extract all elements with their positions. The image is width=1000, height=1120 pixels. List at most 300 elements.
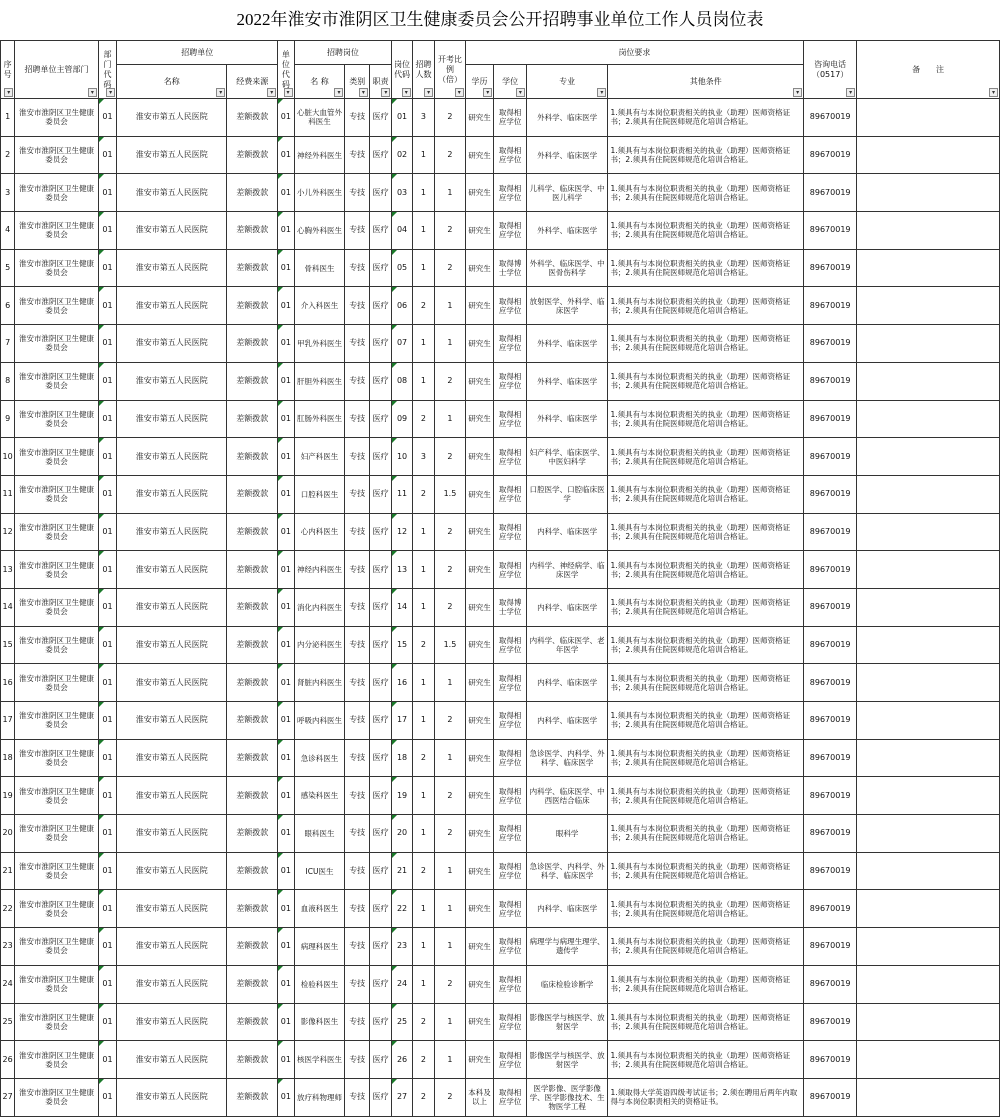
cell-post-name: 口腔科医生 xyxy=(294,475,345,513)
cell-dept-code: 01 xyxy=(98,513,116,551)
cell-marker-icon xyxy=(278,702,283,707)
cell-degree: 取得相应学位 xyxy=(494,1078,527,1116)
cell-unit-code: 01 xyxy=(278,702,294,740)
cell-category: 专技 xyxy=(345,1003,369,1041)
cell-marker-icon xyxy=(99,589,104,594)
cell-remark xyxy=(857,777,1000,815)
cell-category: 专技 xyxy=(345,136,369,174)
table-row xyxy=(1,475,1000,513)
cell-dept-code: 01 xyxy=(98,136,116,174)
cell-ratio: 2 xyxy=(435,136,466,174)
cell-post-code: 05 xyxy=(392,249,412,287)
cell-category: 专技 xyxy=(345,777,369,815)
cell-marker-icon xyxy=(99,363,104,368)
cell-marker-icon xyxy=(278,476,283,481)
cell-duty: 医疗 xyxy=(369,287,391,325)
filter-dropdown-icon[interactable]: ▾ xyxy=(989,88,998,97)
cell-dept: 淮安市淮阴区卫生健康委员会 xyxy=(15,400,99,438)
cell-marker-icon xyxy=(99,740,104,745)
table-row xyxy=(1,362,1000,400)
cell-ratio: 2 xyxy=(435,249,466,287)
cell-unit-code: 01 xyxy=(278,1078,294,1116)
cell-funding: 差额拨款 xyxy=(227,438,278,476)
cell-remark xyxy=(857,1041,1000,1079)
cell-marker-icon xyxy=(278,815,283,820)
cell-unit-code: 01 xyxy=(278,664,294,702)
cell-marker-icon xyxy=(99,325,104,330)
cell-edu: 研究生 xyxy=(465,325,494,363)
cell-phone: 89670019 xyxy=(804,702,857,740)
cell-post-name: 消化内科医生 xyxy=(294,588,345,626)
cell-funding: 差额拨款 xyxy=(227,551,278,589)
cell-unit-name: 淮安市第五人民医院 xyxy=(117,438,227,476)
filter-dropdown-icon[interactable]: ▾ xyxy=(516,88,525,97)
cell-other: 1.须取得大学英语四级考试证书；2.须在聘用后两年内取得与本岗位职责相关的资格证书。 xyxy=(608,1078,804,1116)
cell-edu: 研究生 xyxy=(465,513,494,551)
cell-post-code: 25 xyxy=(392,1003,412,1041)
filter-dropdown-icon[interactable]: ▾ xyxy=(334,88,343,97)
cell-major: 内科学、临床医学 xyxy=(526,664,608,702)
cell-edu: 研究生 xyxy=(465,400,494,438)
cell-edu: 研究生 xyxy=(465,249,494,287)
cell-major: 口腔医学、口腔临床医学 xyxy=(526,475,608,513)
cell-seq: 17 xyxy=(1,702,15,740)
cell-category: 专技 xyxy=(345,400,369,438)
cell-major: 内科学、神经病学、临床医学 xyxy=(526,551,608,589)
cell-degree: 取得博士学位 xyxy=(494,588,527,626)
cell-funding: 差额拨款 xyxy=(227,852,278,890)
cell-post-code: 09 xyxy=(392,400,412,438)
cell-other: 1.须具有与本岗位职责相关的执业（助理）医师资格证书；2.须具有住院医师规范化培训合格证。 xyxy=(608,287,804,325)
cell-dept-code: 01 xyxy=(98,965,116,1003)
cell-dept-code: 01 xyxy=(98,174,116,212)
cell-count: 1 xyxy=(412,325,434,363)
cell-major: 内科学、临床医学 xyxy=(526,513,608,551)
cell-post-name: 呼吸内科医生 xyxy=(294,702,345,740)
cell-marker-icon xyxy=(392,966,397,971)
cell-category: 专技 xyxy=(345,1041,369,1079)
cell-duty: 医疗 xyxy=(369,325,391,363)
cell-post-code: 06 xyxy=(392,287,412,325)
cell-dept: 淮安市淮阴区卫生健康委员会 xyxy=(15,362,99,400)
cell-edu: 研究生 xyxy=(465,551,494,589)
cell-marker-icon xyxy=(278,966,283,971)
cell-dept: 淮安市淮阴区卫生健康委员会 xyxy=(15,815,99,853)
cell-degree: 取得相应学位 xyxy=(494,212,527,250)
cell-phone: 89670019 xyxy=(804,1078,857,1116)
cell-post-code: 23 xyxy=(392,928,412,966)
cell-count: 2 xyxy=(412,739,434,777)
header-degree: 学位 ▾ xyxy=(494,65,527,99)
cell-remark xyxy=(857,400,1000,438)
cell-marker-icon xyxy=(278,551,283,556)
cell-dept: 淮安市淮阴区卫生健康委员会 xyxy=(15,438,99,476)
cell-marker-icon xyxy=(278,99,283,104)
cell-marker-icon xyxy=(278,174,283,179)
cell-funding: 差额拨款 xyxy=(227,588,278,626)
cell-phone: 89670019 xyxy=(804,136,857,174)
cell-duty: 医疗 xyxy=(369,626,391,664)
cell-unit-code: 01 xyxy=(278,475,294,513)
cell-other: 1.须具有与本岗位职责相关的执业（助理）医师资格证书；2.须具有住院医师规范化培训合格证。 xyxy=(608,815,804,853)
cell-ratio: 2 xyxy=(435,777,466,815)
filter-dropdown-icon[interactable]: ▾ xyxy=(846,88,855,97)
cell-seq: 2 xyxy=(1,136,15,174)
cell-funding: 差额拨款 xyxy=(227,965,278,1003)
cell-post-name: 核医学科医生 xyxy=(294,1041,345,1079)
cell-marker-icon xyxy=(392,815,397,820)
cell-degree: 取得相应学位 xyxy=(494,1041,527,1079)
cell-major: 儿科学、临床医学、中医儿科学 xyxy=(526,174,608,212)
cell-duty: 医疗 xyxy=(369,400,391,438)
cell-funding: 差额拨款 xyxy=(227,174,278,212)
cell-major: 外科学、临床医学 xyxy=(526,212,608,250)
cell-degree: 取得相应学位 xyxy=(494,852,527,890)
header-post-name: 名 称 ▾ xyxy=(294,65,345,99)
cell-ratio: 2 xyxy=(435,362,466,400)
cell-phone: 89670019 xyxy=(804,777,857,815)
cell-remark xyxy=(857,588,1000,626)
cell-major: 外科学、临床医学 xyxy=(526,136,608,174)
cell-degree: 取得相应学位 xyxy=(494,400,527,438)
cell-unit-code: 01 xyxy=(278,513,294,551)
cell-dept-code: 01 xyxy=(98,249,116,287)
cell-unit-name: 淮安市第五人民医院 xyxy=(117,702,227,740)
filter-dropdown-icon[interactable]: ▾ xyxy=(88,88,97,97)
cell-category: 专技 xyxy=(345,852,369,890)
filter-dropdown-icon[interactable]: ▾ xyxy=(284,88,293,97)
cell-other: 1.须具有与本岗位职责相关的执业（助理）医师资格证书；2.须具有住院医师规范化培训合格证。 xyxy=(608,626,804,664)
cell-count: 1 xyxy=(412,362,434,400)
cell-count: 1 xyxy=(412,249,434,287)
cell-unit-code: 01 xyxy=(278,136,294,174)
cell-duty: 医疗 xyxy=(369,1003,391,1041)
filter-dropdown-icon[interactable]: ▾ xyxy=(793,88,802,97)
cell-category: 专技 xyxy=(345,702,369,740)
cell-remark xyxy=(857,475,1000,513)
cell-post-name: 肾脏内科医生 xyxy=(294,664,345,702)
table-row xyxy=(1,1041,1000,1079)
cell-phone: 89670019 xyxy=(804,551,857,589)
cell-category: 专技 xyxy=(345,551,369,589)
header-duty: 职责 ▾ xyxy=(369,65,391,99)
cell-category: 专技 xyxy=(345,815,369,853)
cell-marker-icon xyxy=(392,853,397,858)
filter-dropdown-icon[interactable]: ▾ xyxy=(216,88,225,97)
cell-seq: 13 xyxy=(1,551,15,589)
cell-marker-icon xyxy=(392,589,397,594)
cell-unit-name: 淮安市第五人民医院 xyxy=(117,890,227,928)
cell-funding: 差额拨款 xyxy=(227,626,278,664)
cell-ratio: 1 xyxy=(435,852,466,890)
cell-dept: 淮安市淮阴区卫生健康委员会 xyxy=(15,588,99,626)
table-row xyxy=(1,249,1000,287)
cell-phone: 89670019 xyxy=(804,815,857,853)
cell-category: 专技 xyxy=(345,287,369,325)
cell-major: 外科学、临床医学 xyxy=(526,400,608,438)
cell-seq: 8 xyxy=(1,362,15,400)
cell-degree: 取得相应学位 xyxy=(494,777,527,815)
cell-marker-icon xyxy=(99,137,104,142)
cell-degree: 取得相应学位 xyxy=(494,702,527,740)
cell-post-name: 肛肠外科医生 xyxy=(294,400,345,438)
cell-duty: 医疗 xyxy=(369,588,391,626)
cell-funding: 差额拨款 xyxy=(227,513,278,551)
cell-post-code: 21 xyxy=(392,852,412,890)
cell-ratio: 2 xyxy=(435,965,466,1003)
cell-dept: 淮安市淮阴区卫生健康委员会 xyxy=(15,325,99,363)
cell-phone: 89670019 xyxy=(804,1041,857,1079)
header-count: 招聘人数 ▾ xyxy=(412,41,434,99)
cell-marker-icon xyxy=(278,740,283,745)
cell-seq: 16 xyxy=(1,664,15,702)
header-edu: 学历 ▾ xyxy=(465,65,494,99)
cell-major: 外科学、临床医学、中医骨伤科学 xyxy=(526,249,608,287)
cell-remark xyxy=(857,1078,1000,1116)
cell-remark xyxy=(857,513,1000,551)
table-row xyxy=(1,551,1000,589)
cell-funding: 差额拨款 xyxy=(227,99,278,137)
cell-marker-icon xyxy=(278,363,283,368)
cell-post-code: 17 xyxy=(392,702,412,740)
cell-post-name: 神经外科医生 xyxy=(294,136,345,174)
cell-category: 专技 xyxy=(345,1078,369,1116)
table-row xyxy=(1,400,1000,438)
filter-dropdown-icon[interactable]: ▾ xyxy=(483,88,492,97)
cell-post-code: 16 xyxy=(392,664,412,702)
cell-unit-name: 淮安市第五人民医院 xyxy=(117,287,227,325)
cell-marker-icon xyxy=(392,664,397,669)
cell-dept: 淮安市淮阴区卫生健康委员会 xyxy=(15,664,99,702)
cell-seq: 5 xyxy=(1,249,15,287)
cell-post-name: 眼科医生 xyxy=(294,815,345,853)
header-major: 专业 ▾ xyxy=(526,65,608,99)
cell-dept: 淮安市淮阴区卫生健康委员会 xyxy=(15,928,99,966)
cell-dept-code: 01 xyxy=(98,664,116,702)
cell-marker-icon xyxy=(392,1004,397,1009)
cell-ratio: 1 xyxy=(435,287,466,325)
cell-count: 1 xyxy=(412,777,434,815)
cell-phone: 89670019 xyxy=(804,249,857,287)
cell-phone: 89670019 xyxy=(804,287,857,325)
cell-post-code: 04 xyxy=(392,212,412,250)
cell-dept-code: 01 xyxy=(98,702,116,740)
header-funding: 经费来源 ▾ xyxy=(227,65,278,99)
cell-dept-code: 01 xyxy=(98,99,116,137)
cell-seq: 7 xyxy=(1,325,15,363)
cell-other: 1.须具有与本岗位职责相关的执业（助理）医师资格证书；2.须具有住院医师规范化培训合格证。 xyxy=(608,249,804,287)
cell-marker-icon xyxy=(99,966,104,971)
cell-phone: 89670019 xyxy=(804,438,857,476)
cell-count: 2 xyxy=(412,1003,434,1041)
cell-other: 1.须具有与本岗位职责相关的执业（助理）医师资格证书；2.须具有住院医师规范化培训合格证。 xyxy=(608,928,804,966)
cell-marker-icon xyxy=(392,627,397,632)
cell-marker-icon xyxy=(99,401,104,406)
table-row xyxy=(1,890,1000,928)
cell-seq: 3 xyxy=(1,174,15,212)
cell-ratio: 2 xyxy=(435,513,466,551)
cell-post-name: 内分泌科医生 xyxy=(294,626,345,664)
filter-dropdown-icon[interactable]: ▾ xyxy=(424,88,433,97)
cell-dept: 淮安市淮阴区卫生健康委员会 xyxy=(15,287,99,325)
table-row xyxy=(1,739,1000,777)
cell-dept-code: 01 xyxy=(98,777,116,815)
cell-seq: 10 xyxy=(1,438,15,476)
cell-category: 专技 xyxy=(345,212,369,250)
cell-other: 1.须具有与本岗位职责相关的执业（助理）医师资格证书；2.须具有住院医师规范化培训合格证。 xyxy=(608,362,804,400)
cell-duty: 医疗 xyxy=(369,1041,391,1079)
cell-dept-code: 01 xyxy=(98,890,116,928)
cell-seq: 6 xyxy=(1,287,15,325)
cell-marker-icon xyxy=(392,174,397,179)
cell-marker-icon xyxy=(392,325,397,330)
cell-category: 专技 xyxy=(345,965,369,1003)
cell-marker-icon xyxy=(392,137,397,142)
cell-marker-icon xyxy=(392,250,397,255)
cell-post-code: 03 xyxy=(392,174,412,212)
cell-marker-icon xyxy=(99,514,104,519)
cell-other: 1.须具有与本岗位职责相关的执业（助理）医师资格证书；2.须具有住院医师规范化培训合格证。 xyxy=(608,212,804,250)
cell-marker-icon xyxy=(278,627,283,632)
filter-dropdown-icon[interactable]: ▾ xyxy=(381,88,390,97)
cell-post-code: 01 xyxy=(392,99,412,137)
cell-count: 1 xyxy=(412,815,434,853)
cell-post-name: 介入科医生 xyxy=(294,287,345,325)
cell-marker-icon xyxy=(392,438,397,443)
cell-marker-icon xyxy=(99,99,104,104)
cell-unit-code: 01 xyxy=(278,212,294,250)
cell-unit-code: 01 xyxy=(278,890,294,928)
table-row xyxy=(1,287,1000,325)
cell-edu: 研究生 xyxy=(465,362,494,400)
cell-other: 1.须具有与本岗位职责相关的执业（助理）医师资格证书；2.须具有住院医师规范化培训合格证。 xyxy=(608,325,804,363)
cell-other: 1.须具有与本岗位职责相关的执业（助理）医师资格证书；2.须具有住院医师规范化培训合格证。 xyxy=(608,99,804,137)
cell-dept-code: 01 xyxy=(98,212,116,250)
cell-degree: 取得相应学位 xyxy=(494,287,527,325)
cell-ratio: 1 xyxy=(435,1003,466,1041)
cell-unit-name: 淮安市第五人民医院 xyxy=(117,815,227,853)
cell-remark xyxy=(857,287,1000,325)
cell-dept: 淮安市淮阴区卫生健康委员会 xyxy=(15,890,99,928)
cell-edu: 研究生 xyxy=(465,136,494,174)
cell-funding: 差额拨款 xyxy=(227,890,278,928)
cell-major: 妇产科学、临床医学、中医妇科学 xyxy=(526,438,608,476)
cell-post-name: 放疗科物理师 xyxy=(294,1078,345,1116)
cell-post-name: 急诊科医生 xyxy=(294,739,345,777)
cell-count: 1 xyxy=(412,664,434,702)
cell-count: 1 xyxy=(412,588,434,626)
page-title: 2022年淮安市淮阴区卫生健康委员会公开招聘事业单位工作人员岗位表 xyxy=(236,10,764,29)
cell-duty: 医疗 xyxy=(369,664,391,702)
header-post: 招聘岗位 xyxy=(294,41,392,65)
cell-post-name: ICU医生 xyxy=(294,852,345,890)
cell-unit-code: 01 xyxy=(278,777,294,815)
recruitment-table xyxy=(0,40,1000,1117)
cell-marker-icon xyxy=(99,853,104,858)
cell-count: 1 xyxy=(412,702,434,740)
cell-marker-icon xyxy=(278,589,283,594)
cell-major: 医学影像、医学影像学、医学影像技术、生物医学工程 xyxy=(526,1078,608,1116)
cell-post-name: 骨科医生 xyxy=(294,249,345,287)
cell-unit-name: 淮安市第五人民医院 xyxy=(117,664,227,702)
cell-edu: 研究生 xyxy=(465,1003,494,1041)
cell-funding: 差额拨款 xyxy=(227,928,278,966)
cell-marker-icon xyxy=(278,438,283,443)
cell-remark xyxy=(857,965,1000,1003)
cell-marker-icon xyxy=(99,250,104,255)
cell-unit-name: 淮安市第五人民医院 xyxy=(117,928,227,966)
cell-seq: 21 xyxy=(1,852,15,890)
cell-degree: 取得相应学位 xyxy=(494,890,527,928)
cell-dept: 淮安市淮阴区卫生健康委员会 xyxy=(15,212,99,250)
cell-marker-icon xyxy=(99,438,104,443)
cell-post-code: 02 xyxy=(392,136,412,174)
cell-dept: 淮安市淮阴区卫生健康委员会 xyxy=(15,174,99,212)
cell-duty: 医疗 xyxy=(369,739,391,777)
cell-duty: 医疗 xyxy=(369,249,391,287)
cell-dept-code: 01 xyxy=(98,739,116,777)
cell-seq: 9 xyxy=(1,400,15,438)
cell-edu: 研究生 xyxy=(465,174,494,212)
cell-unit-name: 淮安市第五人民医院 xyxy=(117,362,227,400)
filter-dropdown-icon[interactable]: ▾ xyxy=(402,88,411,97)
cell-remark xyxy=(857,325,1000,363)
cell-unit-code: 01 xyxy=(278,815,294,853)
cell-post-code: 07 xyxy=(392,325,412,363)
header-seq: 序号 ▾ xyxy=(1,41,15,99)
cell-duty: 医疗 xyxy=(369,852,391,890)
cell-category: 专技 xyxy=(345,626,369,664)
cell-unit-name: 淮安市第五人民医院 xyxy=(117,212,227,250)
cell-major: 外科学、临床医学 xyxy=(526,362,608,400)
cell-marker-icon xyxy=(392,928,397,933)
cell-count: 1 xyxy=(412,928,434,966)
cell-dept: 淮安市淮阴区卫生健康委员会 xyxy=(15,702,99,740)
cell-ratio: 2 xyxy=(435,588,466,626)
filter-dropdown-icon[interactable]: ▾ xyxy=(106,88,115,97)
table-row xyxy=(1,212,1000,250)
header-ratio: 开考比例（倍） ▾ xyxy=(435,41,466,99)
cell-edu: 研究生 xyxy=(465,702,494,740)
cell-ratio: 1 xyxy=(435,174,466,212)
cell-unit-code: 01 xyxy=(278,362,294,400)
cell-major: 眼科学 xyxy=(526,815,608,853)
cell-dept-code: 01 xyxy=(98,928,116,966)
filter-dropdown-icon[interactable]: ▾ xyxy=(359,88,368,97)
cell-seq: 1 xyxy=(1,99,15,137)
cell-duty: 医疗 xyxy=(369,513,391,551)
cell-marker-icon xyxy=(99,890,104,895)
cell-funding: 差额拨款 xyxy=(227,739,278,777)
filter-dropdown-icon[interactable]: ▾ xyxy=(4,88,13,97)
cell-post-code: 10 xyxy=(392,438,412,476)
cell-degree: 取得相应学位 xyxy=(494,362,527,400)
cell-count: 3 xyxy=(412,438,434,476)
cell-marker-icon xyxy=(278,250,283,255)
cell-count: 2 xyxy=(412,287,434,325)
cell-marker-icon xyxy=(278,401,283,406)
filter-dropdown-icon[interactable]: ▾ xyxy=(597,88,606,97)
cell-degree: 取得相应学位 xyxy=(494,551,527,589)
cell-other: 1.须具有与本岗位职责相关的执业（助理）医师资格证书；2.须具有住院医师规范化培训合格证。 xyxy=(608,174,804,212)
filter-dropdown-icon[interactable]: ▾ xyxy=(267,88,276,97)
cell-category: 专技 xyxy=(345,174,369,212)
cell-edu: 研究生 xyxy=(465,588,494,626)
cell-phone: 89670019 xyxy=(804,174,857,212)
filter-dropdown-icon[interactable]: ▾ xyxy=(455,88,464,97)
cell-funding: 差额拨款 xyxy=(227,1041,278,1079)
cell-post-code: 19 xyxy=(392,777,412,815)
